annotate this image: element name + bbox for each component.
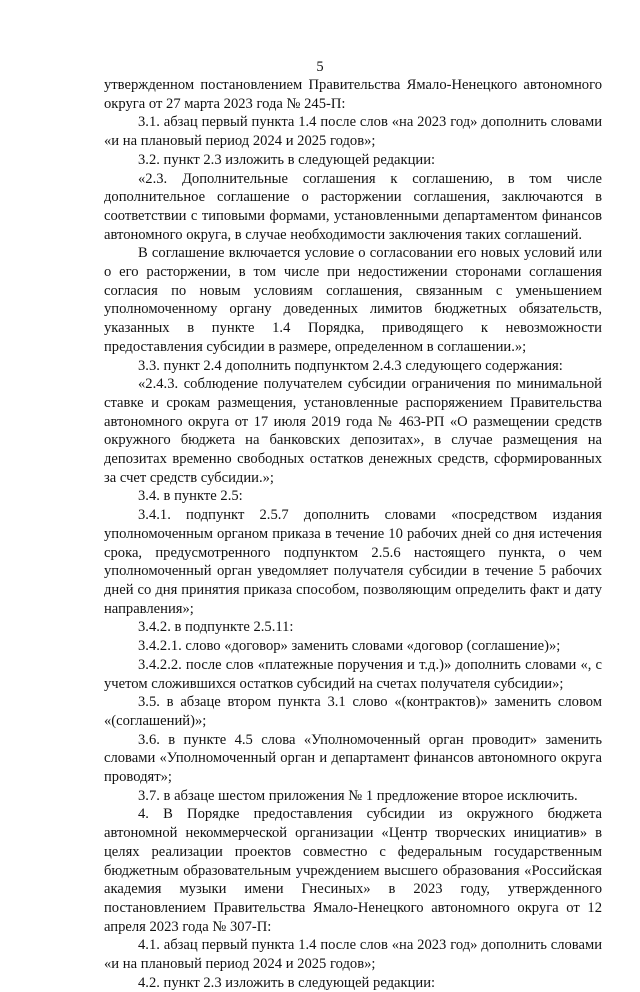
paragraph: 3.3. пункт 2.4 дополнить подпунктом 2.4.3 следующего содержания:	[138, 357, 563, 374]
paragraph: 3.4.2.1. слово «договор» заменить словами «договор (соглашение)»;	[138, 638, 561, 655]
document-body	[104, 76, 602, 992]
paragraph: 3.4.1. подпункт 2.5.7 дополнить словами «посредством издания уполномоченным органом приказа в течение 10 рабочих дней со дня истечения срока, предусмотренного подпунктом 2.5.6 настоящего пункта, о чем уполномоченный орган уведомляет получателя субсидии в течение 5 рабочих дней со дня принятия приказа способом, позволяющим определить факт и дату направления»;	[104, 507, 602, 617]
paragraph: 3.5. в абзаце втором пункта 3.1 слово «(контрактов)» заменить словом «(соглашений)»;	[104, 694, 602, 729]
paragraph: 3.7. в абзаце шестом приложения № 1 предложение второе исключить.	[138, 787, 578, 804]
paragraph: 3.4.2.2. после слов «платежные поручения и т.д.)» дополнить словами «, с учетом сложившихся остатков субсидий на счетах получателя субсидии»;	[104, 656, 602, 692]
paragraph: 4.2. пункт 2.3 изложить в следующей редакции:	[138, 974, 436, 991]
paragraph: 3.4.2. в подпункте 2.5.11:	[138, 619, 294, 636]
paragraph: 3.1. абзац первый пункта 1.4 после слов «на 2023 год» дополнить словами «и на плановый период 2024 и 2025 годов»;	[104, 114, 602, 150]
paragraph: «2.3. Дополнительные соглашения к соглашению, в том числе дополнительное соглашение о расторжении соглашения, заключаются в соответствии с типовыми формами, установленными департаментом финансов автономного округа, в случае необходимости заключения таких соглашений.	[104, 170, 602, 243]
paragraph: «2.4.3. соблюдение получателем субсидии ограничения по минимальной ставке и срокам размещения, установленные распоряжением Правительства автономного округа от 17 июля 2019 года № 463-РП «О размещении средств окружного бюджета на банковских депозитах», в случае размещения на депозитах временно свободных остатков денежных средств, сформированных за счет средств субсидии.»;	[104, 376, 602, 486]
paragraph: 3.6. в пункте 4.5 слова «Уполномоченный орган проводит» заменить словами «Уполномоченный орган и департамент финансов автономного округа проводят»;	[104, 731, 602, 786]
paragraph: В соглашение включается условие о согласовании его новых условий или о его расторжении, в том числе при недостижении сторонами соглашения согласия по новым условиям соглашения, связанным с уменьшением уполномоченному органу доведенных лимитов бюджетных обязательств, указанных в пункте 1.4 Порядка, приводящего к невозможности предоставления субсидии в размере, определенном в соглашении.»;	[104, 245, 602, 355]
paragraph: 4. В Порядке предоставления субсидии из окружного бюджета автономной некоммерческой организации «Центр творческих инициатив» в целях реализации проектов совместно с федеральным государственным бюджетным образовательным учреждением высшего образования «Российская академия музыки имени Гнесиных» в 2023 году, утвержденного постановлением Правительства Ямало-Ненецкого автономного округа от 12 апреля 2023 года № 307-П:	[104, 806, 602, 935]
paragraph: 3.4. в пункте 2.5:	[138, 488, 243, 505]
paragraph: утвержденном постановлением Правительства Ямало-Ненецкого автономного округа от 27 марта 2023 года № 245-П:	[104, 77, 602, 112]
page-number: 5	[316, 59, 324, 75]
paragraph: 4.1. абзац первый пункта 1.4 после слов «на 2023 год» дополнить словами «и на плановый период 2024 и 2025 годов»;	[104, 937, 602, 973]
paragraph: 3.2. пункт 2.3 изложить в следующей редакции:	[138, 151, 436, 168]
